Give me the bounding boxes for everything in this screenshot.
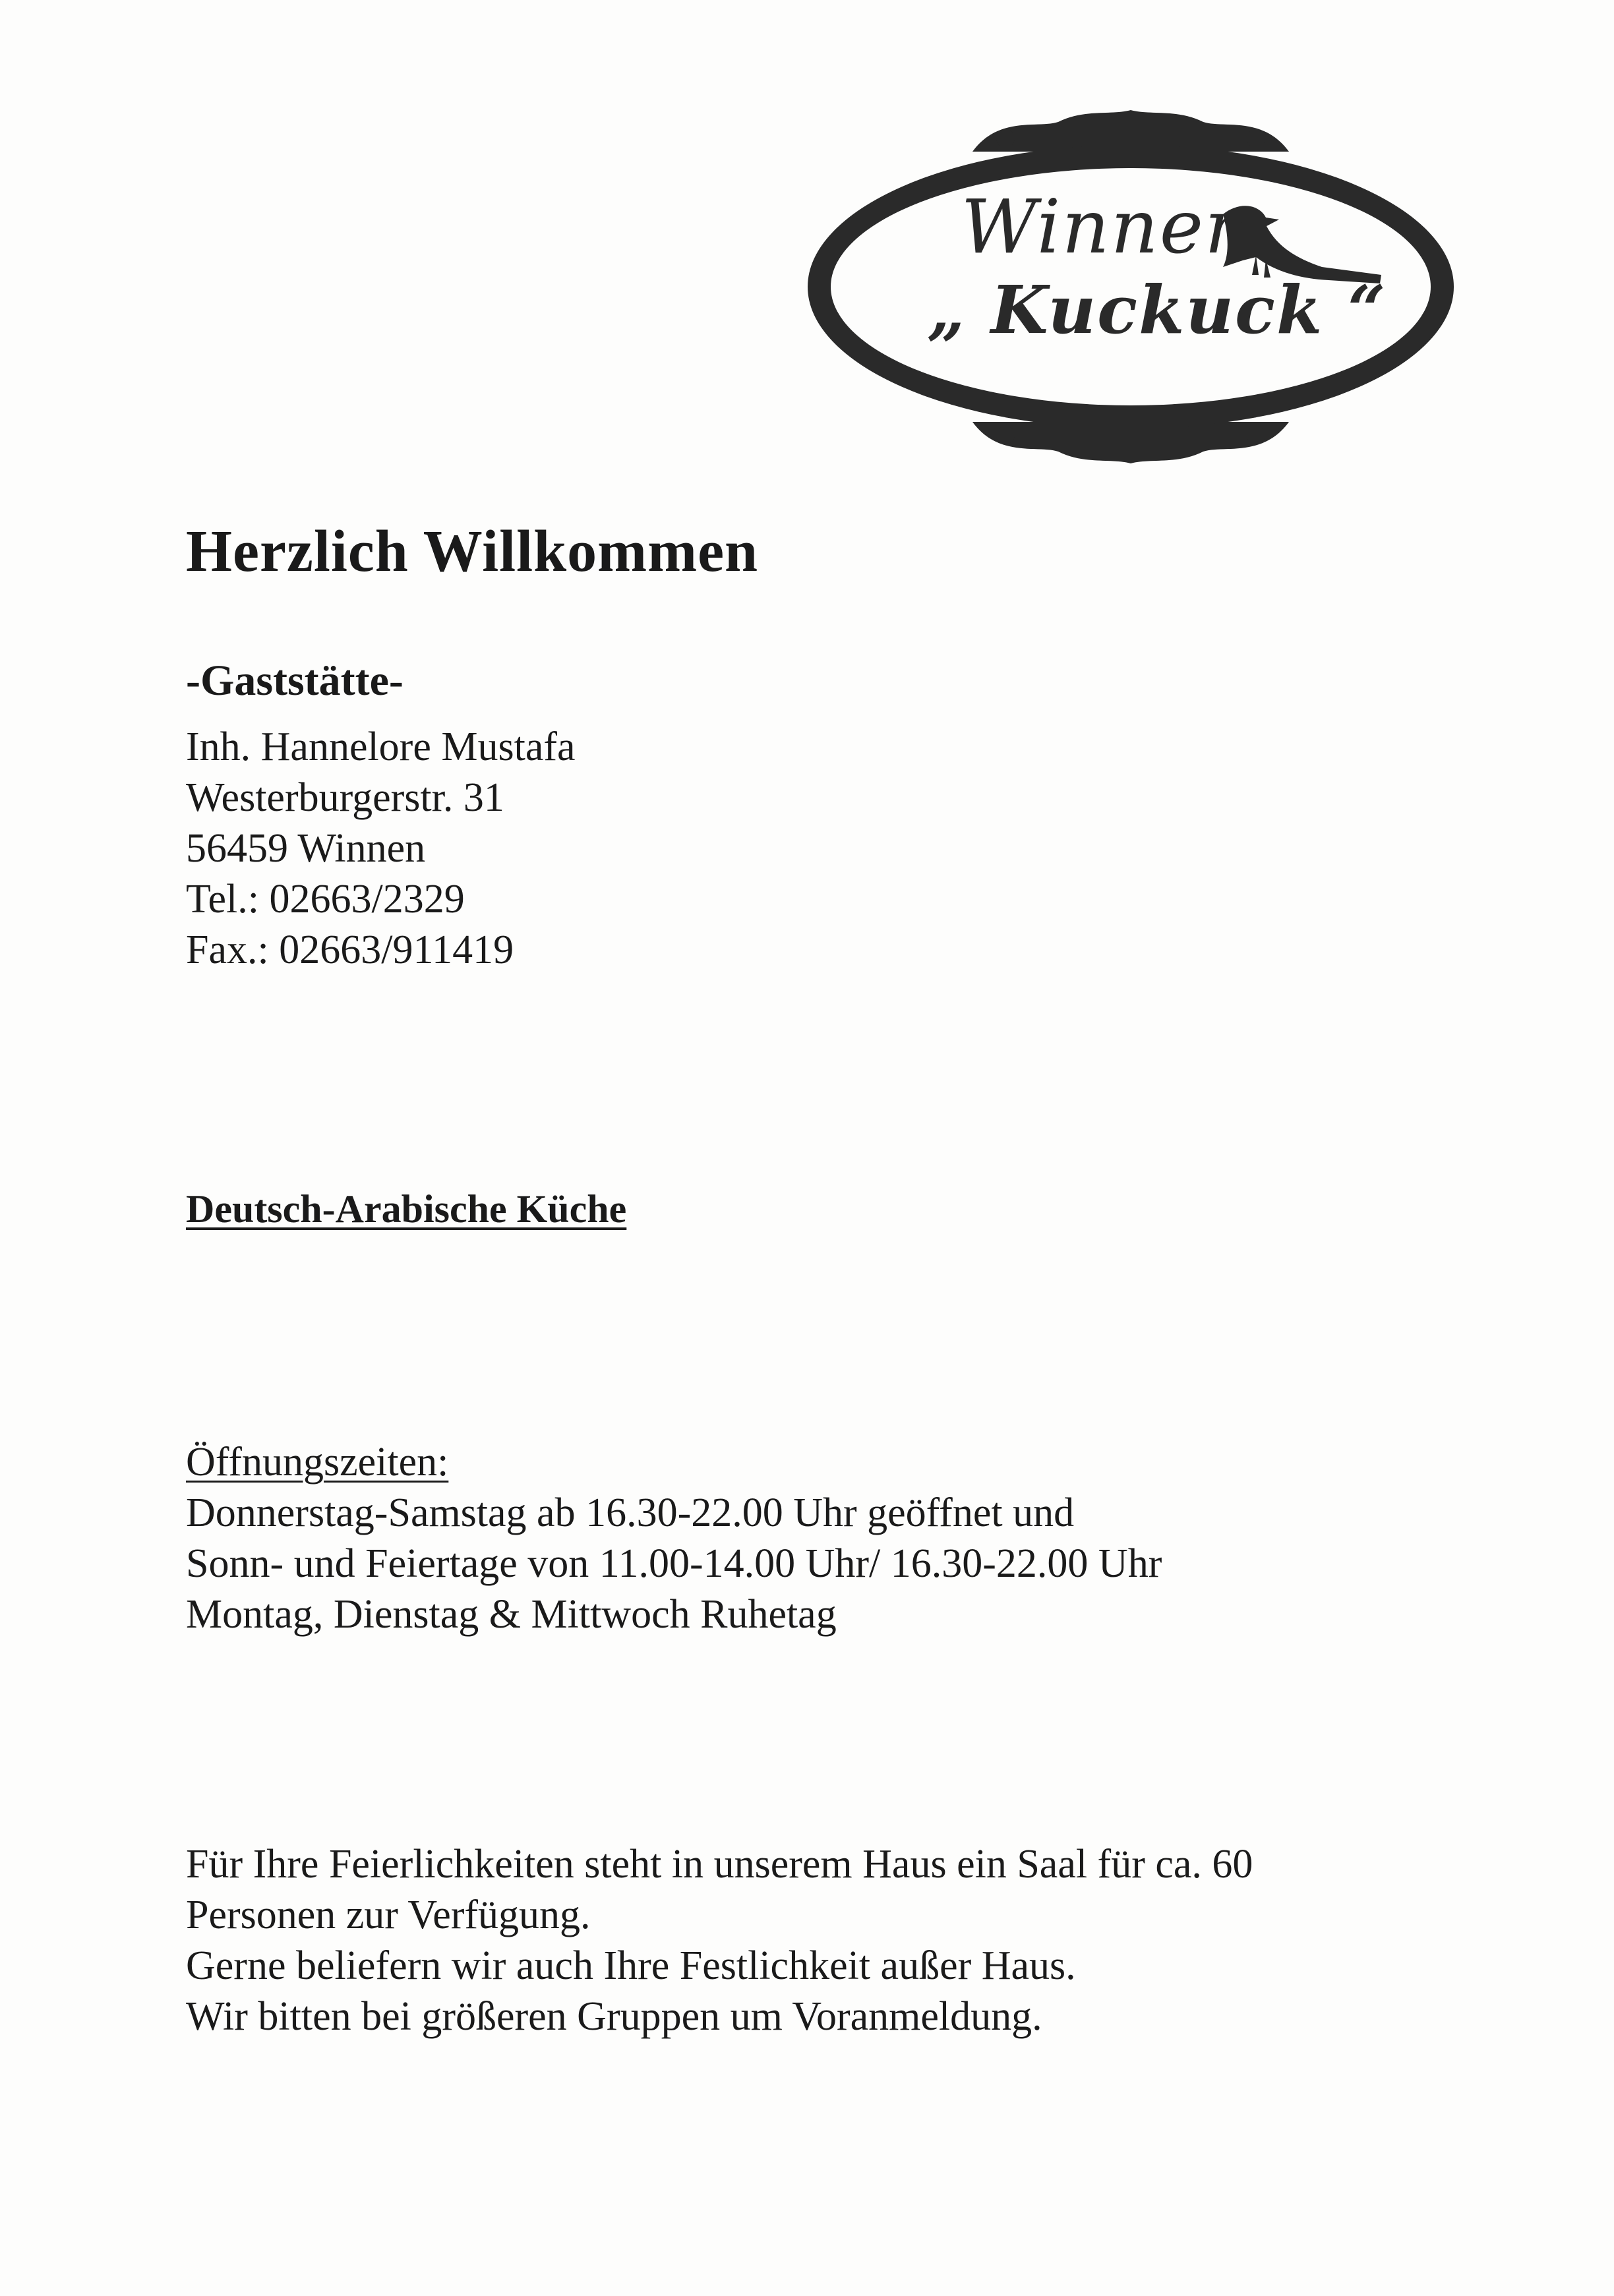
- fax-line: Fax.: 02663/911419: [186, 927, 514, 972]
- street-line: Westerburgerstr. 31: [186, 775, 504, 820]
- owner-line: Inh. Hannelore Mustafa: [186, 724, 576, 769]
- restaurant-logo: [801, 102, 1460, 471]
- logo-line-1: Winner: [961, 185, 1241, 270]
- events-line: Wir bitten bei größeren Gruppen um Voranmeldung.: [186, 1994, 1042, 2039]
- events-info-block: [186, 1839, 1253, 2042]
- page-title: Herzlich Willkommen: [186, 519, 759, 584]
- logo-line-2: „ Kuckuck “: [927, 271, 1387, 349]
- opening-hours-line: Montag, Dienstag & Mittwoch Ruhetag: [186, 1592, 837, 1637]
- events-line: Für Ihre Feierlichkeiten steht in unserem Haus ein Saal für ca. 60: [186, 1842, 1253, 1887]
- venue-type: -Gaststätte-: [186, 657, 404, 705]
- events-line: Gerne beliefern wir auch Ihre Festlichkeit außer Haus.: [186, 1943, 1076, 1988]
- address-block: [186, 722, 576, 976]
- phone-line: Tel.: 02663/2329: [186, 877, 465, 922]
- events-line: Personen zur Verfügung.: [186, 1893, 591, 1937]
- opening-hours-line: Sonn- und Feiertage von 11.00-14.00 Uhr/ 16.30-22.00 Uhr: [186, 1541, 1162, 1586]
- cuisine-heading: Deutsch-Arabische Küche: [186, 1187, 627, 1231]
- opening-hours-line: Donnerstag-Samstag ab 16.30-22.00 Uhr geöffnet und: [186, 1490, 1075, 1535]
- opening-hours-block: [186, 1437, 1162, 1640]
- opening-hours-heading: Öffnungszeiten:: [186, 1440, 449, 1485]
- city-line: 56459 Winnen: [186, 826, 426, 871]
